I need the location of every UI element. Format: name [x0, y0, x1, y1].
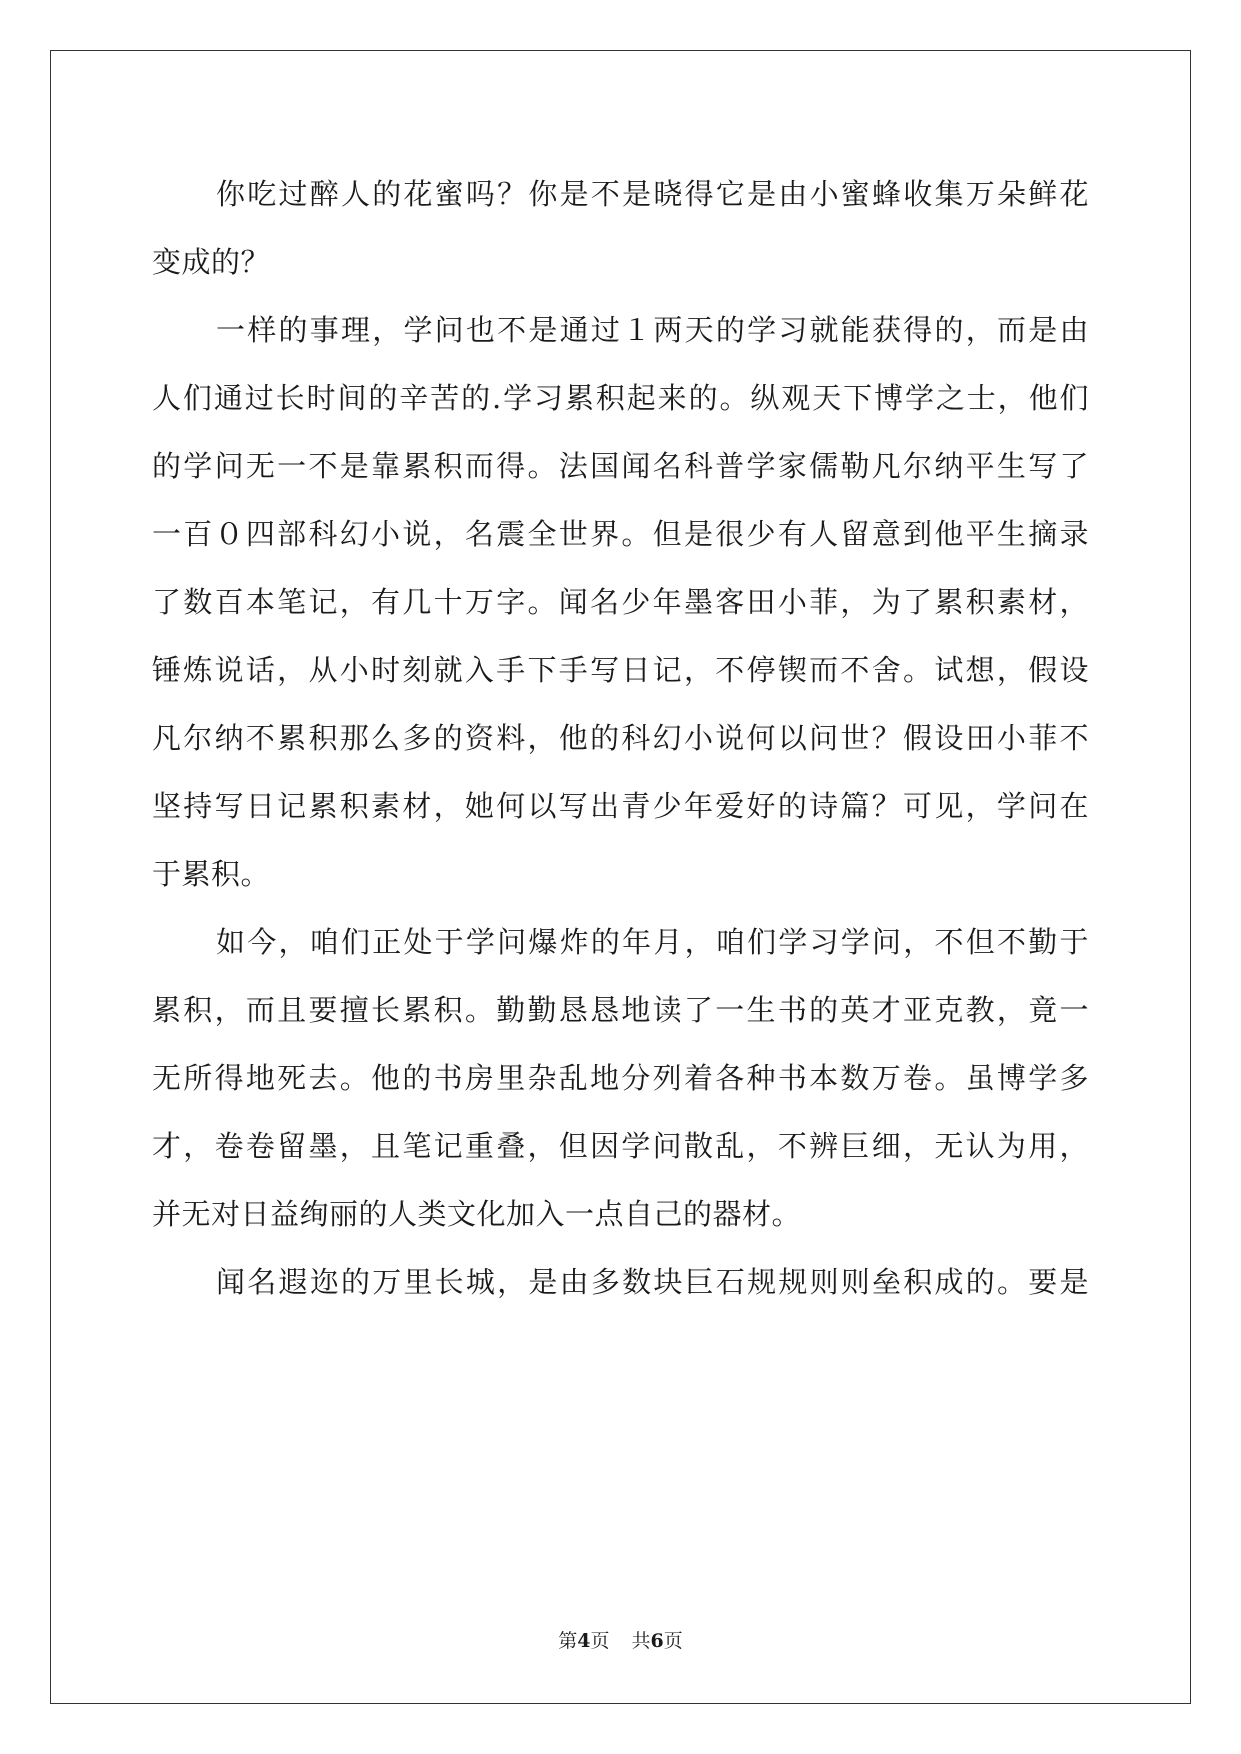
text-line: 的学问无一不是靠累积而得。法国闻名科普学家儒勒凡尔纳平生写了	[152, 449, 1089, 483]
text-line: 累积，而且要擅长累积。勤勤恳恳地读了一生书的英才亚克教，竟一	[152, 993, 1089, 1027]
text-line: 无所得地死去。他的书房里杂乱地分列着各种书本数万卷。虽博学多	[152, 1061, 1089, 1095]
footer-page-suffix: 页	[590, 1630, 610, 1652]
text-line: 你吃过醉人的花蜜吗？你是不是晓得它是由小蜜蜂收集万朵鲜花	[216, 177, 1089, 211]
text-line: 于累积。	[152, 857, 271, 891]
footer-prefix: 第	[558, 1630, 578, 1652]
current-page-number: 4	[577, 1630, 591, 1652]
text-line: 人们通过长时间的辛苦的.学习累积起来的。纵观天下博学之士，他们	[152, 381, 1089, 415]
text-line: 一百０四部科幻小说，名震全世界。但是很少有人留意到他平生摘录	[152, 517, 1089, 551]
text-line: 如今，咱们正处于学问爆炸的年月，咱们学习学问，不但不勤于	[216, 925, 1089, 959]
text-line: 坚持写日记累积素材，她何以写出青少年爱好的诗篇？可见，学问在	[152, 789, 1089, 823]
text-line: 变成的？	[152, 245, 271, 279]
text-line: 了数百本笔记，有几十万字。闻名少年墨客田小菲，为了累积素材，	[152, 585, 1089, 619]
text-line: 锤炼说话，从小时刻就入手下手写日记，不停锲而不舍。试想，假设	[152, 653, 1089, 687]
text-line: 才，卷卷留墨，且笔记重叠，但因学问散乱，不辨巨细，无认为用，	[152, 1129, 1089, 1163]
text-line: 并无对日益绚丽的人类文化加入一点自己的器材。	[152, 1197, 802, 1231]
document-body	[152, 160, 1089, 1316]
footer-total-suffix: 页	[663, 1630, 683, 1652]
text-line: 一样的事理，学问也不是通过１两天的学习就能获得的，而是由	[216, 313, 1089, 347]
page-footer	[0, 1626, 1241, 1653]
footer-total-prefix: 共	[631, 1630, 651, 1652]
text-line: 凡尔纳不累积那么多的资料，他的科幻小说何以问世？假设田小菲不	[152, 721, 1089, 755]
text-line: 闻名遐迩的万里长城，是由多数块巨石规规则则垒积成的。要是	[216, 1265, 1089, 1299]
total-page-number: 6	[650, 1630, 664, 1652]
